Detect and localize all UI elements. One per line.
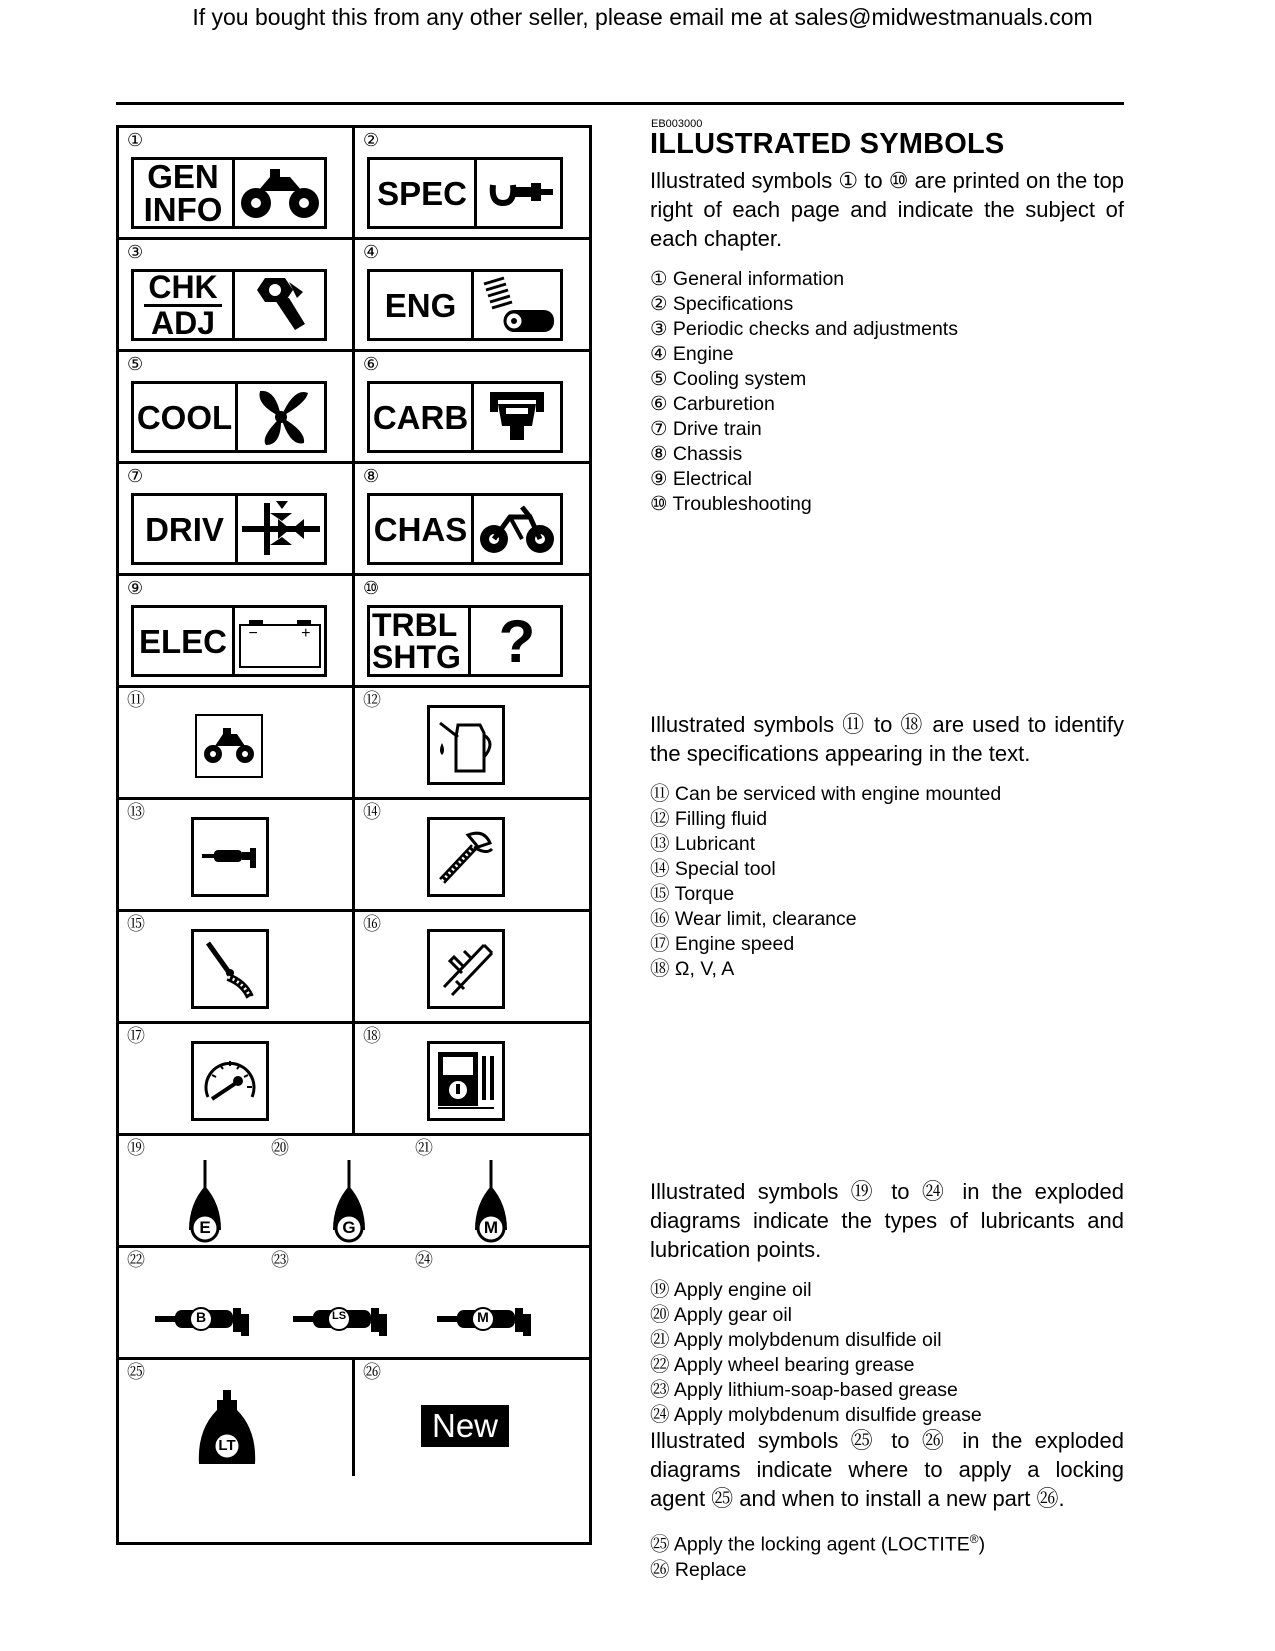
symbol-number: ⑲ — [127, 1138, 145, 1158]
elec-chip — [131, 605, 327, 677]
grease-icon — [293, 1304, 389, 1336]
grid-row — [119, 1248, 589, 1360]
oil-can-icon — [427, 705, 505, 785]
grid-row — [119, 464, 589, 576]
grid-row — [119, 240, 589, 352]
chip-label: GEN — [147, 158, 219, 195]
chip-label: ADJ — [150, 305, 215, 341]
battery-minus-label: − — [248, 625, 258, 642]
list-item: ⑧ Chassis — [650, 443, 743, 465]
symbol-number: ⑳ — [271, 1138, 289, 1158]
cool-chip — [131, 381, 327, 453]
symbol-number: ㉑ — [415, 1138, 433, 1158]
symbol-number: ⑭ — [363, 802, 381, 822]
symbol-number: ④ — [363, 242, 380, 262]
multimeter-icon — [427, 1041, 505, 1121]
symbol-list — [650, 1278, 1124, 1428]
grease-icon — [155, 1304, 251, 1336]
list-item: ㉒ Apply wheel bearing grease — [650, 1354, 915, 1376]
page-title: ILLUSTRATED SYMBOLS — [650, 128, 1005, 160]
symbol-number: ㉒ — [127, 1250, 145, 1270]
list-item: ② Specifications — [650, 293, 794, 315]
new-part-icon: New — [421, 1405, 509, 1447]
symbol-cell-11 — [119, 688, 355, 797]
grid-row — [119, 128, 589, 240]
eng-chip — [367, 269, 563, 341]
grid-row — [119, 1024, 589, 1136]
oil-drop-icon — [331, 1160, 367, 1244]
oil-letter: E — [199, 1218, 211, 1237]
symbol-grid — [116, 125, 592, 1545]
torque-wrench-icon — [191, 929, 269, 1009]
chip-label: ELEC — [134, 608, 235, 674]
symbol-number: ⑥ — [363, 354, 380, 374]
list-item: ⑮ Torque — [650, 883, 735, 905]
chas-chip — [367, 493, 563, 565]
symbol-cell-5 — [119, 352, 355, 461]
list-item: ㉓ Apply lithium-soap-based grease — [650, 1379, 958, 1401]
symbol-number: ⑰ — [127, 1026, 145, 1046]
battery-plus-label: + — [301, 625, 311, 642]
chip-label: SPEC — [370, 160, 477, 226]
list-item: ⑦ Drive train — [650, 418, 762, 440]
section-intro: Illustrated symbols ⑪ to ⑱ are used to identify the specifications appearing in the text. — [650, 712, 1124, 766]
section-intro: Illustrated symbols ① to ⑩ are printed on the top right of each page and indicate the subject of each chapter. — [650, 168, 1124, 251]
symbol-cell-14 — [355, 800, 589, 909]
list-item: ① General information — [650, 268, 845, 290]
list-item: ⑭ Special tool — [650, 858, 776, 880]
section-lubricant-symbols — [650, 1177, 1124, 1428]
symbol-number: ⑬ — [127, 802, 145, 822]
symbol-number: ㉕ — [127, 1362, 145, 1382]
oil-letter: G — [342, 1218, 356, 1237]
symbol-number: ㉖ — [363, 1362, 381, 1382]
chip-label: ENG — [370, 272, 474, 338]
wrench-icon — [235, 272, 324, 338]
chip-label: CHAS — [370, 496, 474, 562]
question-icon: ? — [498, 607, 536, 675]
list-item: ㉖ Replace — [650, 1558, 747, 1581]
grease-icon — [437, 1304, 533, 1336]
carb-chip — [367, 381, 563, 453]
symbol-cell-7 — [119, 464, 355, 573]
driv-chip — [131, 493, 327, 565]
list-item: ⑬ Lubricant — [650, 833, 756, 855]
list-item: ⑲ Apply engine oil — [650, 1279, 812, 1301]
section-intro: Illustrated symbols ⑲ to ㉔ in the exploded diagrams indicate the types of lubricants and lubrication points. — [650, 1179, 1124, 1262]
chip-label: CHK — [144, 271, 221, 307]
symbol-cell-1 — [119, 128, 355, 237]
section-chapter-symbols — [650, 166, 1124, 517]
list-item: ③ Periodic checks and adjustments — [650, 318, 958, 340]
grid-row — [119, 576, 589, 688]
symbol-number: ⑫ — [363, 690, 381, 710]
locking-agent-letter: LT — [218, 1437, 236, 1454]
section-spec-symbols — [650, 710, 1124, 982]
chip-label: CARB — [370, 384, 474, 450]
symbol-cell-9 — [119, 576, 355, 685]
grid-row — [119, 912, 589, 1024]
header-rule — [116, 102, 1124, 105]
symbol-list — [650, 1527, 1124, 1583]
symbol-list — [650, 267, 1124, 517]
list-item: ㉔ Apply molybdenum disulfide grease — [650, 1404, 982, 1426]
chip-label: DRIV — [134, 496, 238, 562]
chk-adj-chip — [131, 269, 327, 341]
symbol-cell-4 — [355, 240, 589, 349]
spec-chip — [367, 157, 563, 229]
symbol-number: ⑩ — [363, 578, 380, 598]
piston-icon — [474, 272, 560, 338]
trbl-shtg-chip — [367, 605, 563, 677]
list-item: ⑯ Wear limit, clearance — [650, 908, 857, 930]
symbol-number: ⑪ — [127, 690, 145, 710]
symbol-number: ③ — [127, 242, 144, 262]
symbol-number: ⑤ — [127, 354, 144, 374]
symbol-cell-26 — [355, 1360, 589, 1476]
symbol-number: ⑮ — [127, 914, 145, 934]
symbol-cell-6 — [355, 352, 589, 461]
symbol-cell-10 — [355, 576, 589, 685]
grease-gun-icon — [191, 817, 269, 897]
battery-icon — [235, 608, 324, 674]
seller-banner: If you bought this from any other seller, please email me at sales@midwestmanuals.com — [192, 4, 1093, 30]
grease-letter: M — [477, 1309, 489, 1325]
oil-drop-icon — [187, 1160, 223, 1244]
grease-letter: B — [195, 1309, 207, 1325]
symbol-list — [650, 782, 1124, 982]
fan-icon — [238, 384, 324, 450]
list-item: ⑤ Cooling system — [650, 368, 807, 390]
chip-label: COOL — [134, 384, 238, 450]
list-item: ⑥ Carburetion — [650, 393, 775, 415]
symbol-number: ㉓ — [271, 1250, 289, 1270]
chip-label: INFO — [143, 191, 223, 228]
drivetrain-icon — [238, 496, 324, 562]
grid-row — [119, 1360, 589, 1542]
bike-icon — [474, 496, 560, 562]
section-intro: Illustrated symbols ㉕ to ㉖ in the exploded diagrams indicate where to apply a locking agent ㉕ and when to install a new part ㉖. — [650, 1428, 1124, 1511]
symbol-cell-3 — [119, 240, 355, 349]
list-item: ⑩ Troubleshooting — [650, 493, 812, 515]
grid-row — [119, 800, 589, 912]
registered-mark: ® — [969, 1532, 979, 1546]
atv-icon — [195, 714, 263, 778]
list-item-text: ) — [978, 1533, 986, 1556]
oil-letter: M — [483, 1218, 499, 1237]
symbol-number: ⑱ — [363, 1026, 381, 1046]
symbol-cell-12 — [355, 688, 589, 797]
atv-icon — [235, 160, 324, 226]
section-locking-symbols — [650, 1426, 1124, 1583]
grease-letter: LS — [331, 1310, 347, 1322]
list-item: ⑨ Electrical — [650, 468, 753, 490]
list-item: ④ Engine — [650, 343, 734, 365]
symbol-cell-8 — [355, 464, 589, 573]
symbol-number: ㉔ — [415, 1250, 433, 1270]
list-item: ⑱ Ω, V, A — [650, 958, 735, 980]
grid-row — [119, 1136, 589, 1248]
list-item: ⑳ Apply gear oil — [650, 1304, 792, 1326]
symbol-number: ⑯ — [363, 914, 381, 934]
chip-label: SHTG — [372, 639, 461, 675]
symbol-cell-13 — [119, 800, 355, 909]
symbol-number: ⑧ — [363, 466, 380, 486]
symbol-number: ⑦ — [127, 466, 144, 486]
chip-label: TRBL — [372, 607, 458, 643]
oil-drop-icon — [473, 1160, 509, 1244]
caliper-icon — [427, 929, 505, 1009]
grid-row — [119, 352, 589, 464]
tachometer-icon — [191, 1041, 269, 1121]
symbol-number: ① — [127, 130, 144, 150]
carburetor-icon — [474, 384, 560, 450]
list-item — [650, 1527, 1124, 1558]
symbol-cell-2 — [355, 128, 589, 237]
list-item-text: ㉕ Apply the locking agent (LOCTITE — [650, 1533, 970, 1556]
symbol-number: ⑨ — [127, 578, 144, 598]
grid-row — [119, 688, 589, 800]
list-item: ㉑ Apply molybdenum disulfide oil — [650, 1329, 942, 1351]
locking-agent-icon — [195, 1390, 259, 1470]
special-tool-icon — [427, 817, 505, 897]
gen-info-chip — [131, 157, 327, 229]
symbol-cell-25 — [119, 1360, 355, 1476]
list-item: ⑫ Filling fluid — [650, 808, 768, 830]
symbol-cell-16 — [355, 912, 589, 1021]
symbol-cell-17 — [119, 1024, 355, 1133]
symbol-cell-15 — [119, 912, 355, 1021]
gauge-tool-icon — [477, 160, 560, 226]
section-code: EB003000 — [651, 118, 703, 130]
symbol-number: ② — [363, 130, 380, 150]
list-item: ⑪ Can be serviced with engine mounted — [650, 783, 1002, 805]
list-item: ⑰ Engine speed — [650, 933, 795, 955]
symbol-cell-18 — [355, 1024, 589, 1133]
